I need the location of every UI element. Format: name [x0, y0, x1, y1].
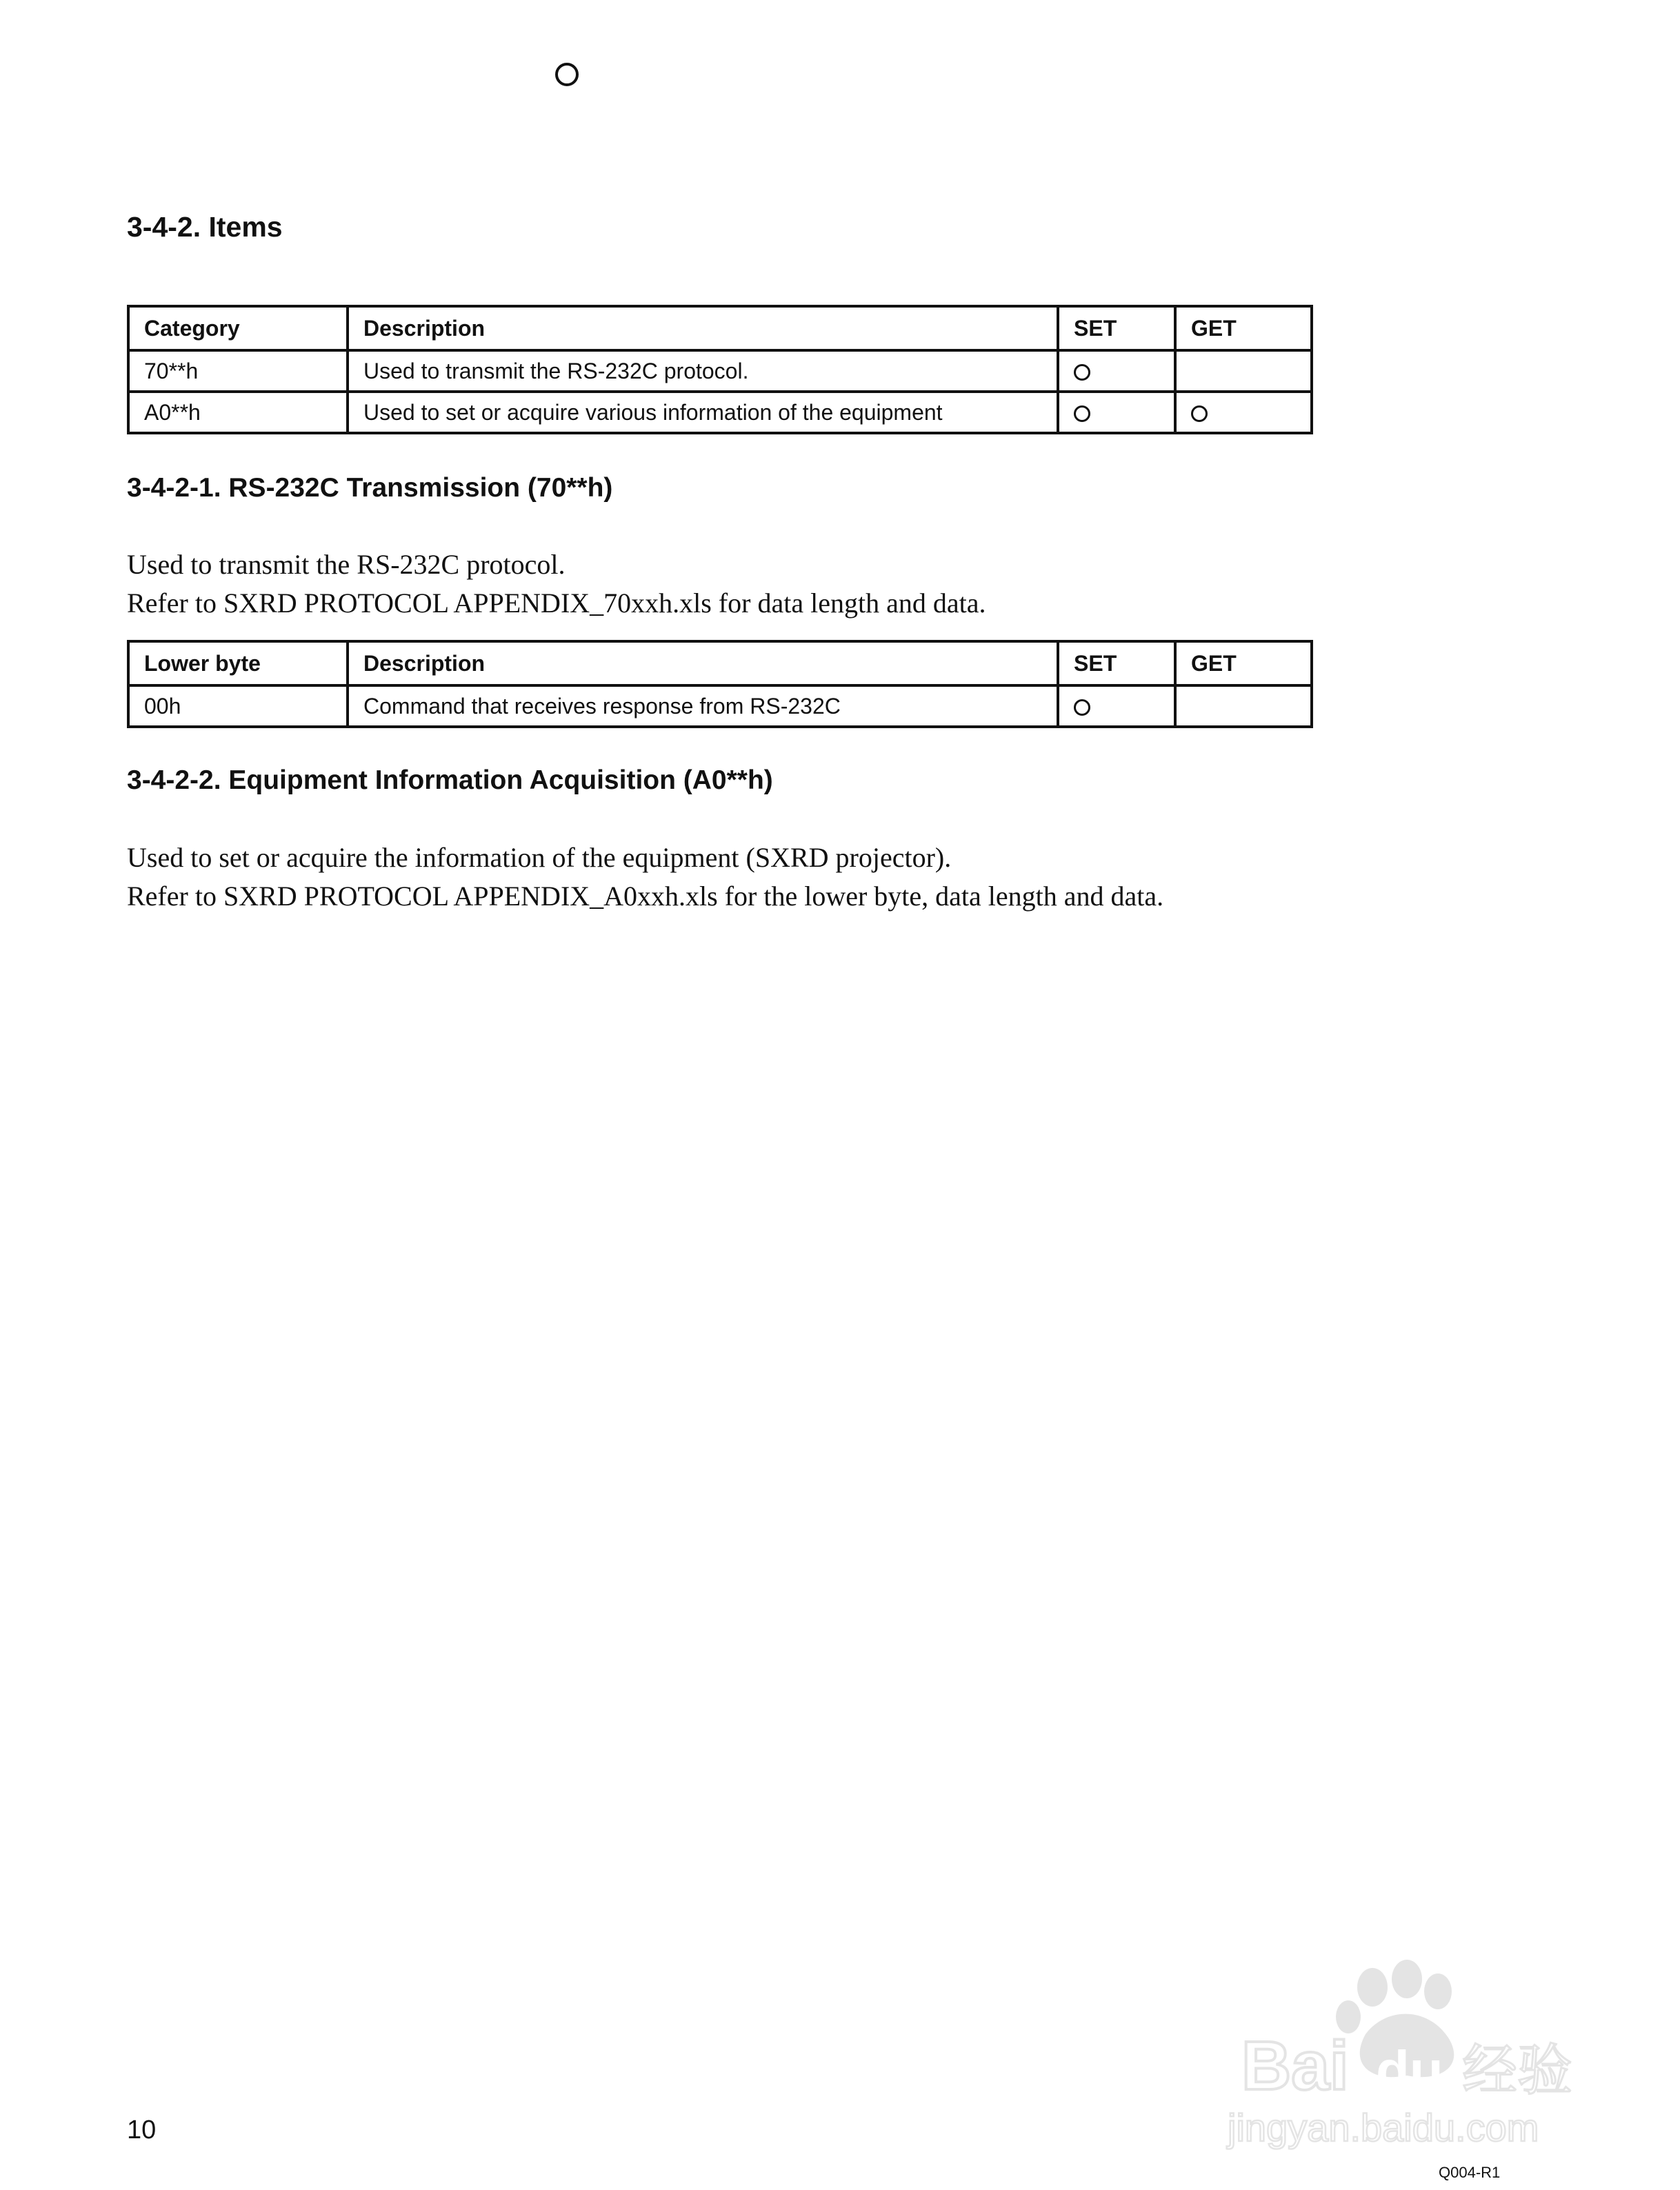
header-set: SET — [1058, 306, 1175, 350]
lower-byte-table — [127, 640, 1313, 728]
description-cell: Command that receives response from RS-232C — [348, 685, 1058, 727]
header-get: GET — [1175, 641, 1312, 685]
document-code: Q004-R1 — [1439, 2164, 1501, 2181]
watermark-url: jingyan.baidu.com — [1228, 2106, 1539, 2149]
header-get: GET — [1175, 306, 1312, 350]
circle-mark-icon — [1191, 405, 1208, 422]
category-cell: A0**h — [128, 392, 348, 433]
paragraph-a0h — [127, 838, 1163, 916]
baidu-watermark-logo — [1200, 1951, 1600, 2151]
description-cell: Used to set or acquire various information of the equipment — [348, 392, 1058, 433]
subsection-title-70h: 3-4-2-1. RS-232C Transmission (70**h) — [127, 473, 613, 503]
table-header-row — [128, 641, 1312, 685]
get-cell — [1175, 685, 1312, 727]
watermark-logo-du: du — [1376, 2040, 1443, 2101]
watermark-logo-cjk: 经验 — [1462, 2038, 1572, 2102]
circle-mark-icon — [1074, 405, 1090, 422]
header-set: SET — [1058, 641, 1175, 685]
table-row — [128, 392, 1312, 433]
table-row — [128, 350, 1312, 392]
table-row — [128, 685, 1312, 727]
get-cell — [1175, 392, 1312, 433]
table-header-row — [128, 306, 1312, 350]
paragraph-70h — [127, 545, 986, 623]
circle-mark-icon — [555, 63, 579, 86]
set-cell — [1058, 350, 1175, 392]
lower-byte-cell: 00h — [128, 685, 348, 727]
header-description: Description — [348, 641, 1058, 685]
subsection-title-a0h: 3-4-2-2. Equipment Information Acquisition (A0**h) — [127, 765, 773, 795]
header-category: Category — [128, 306, 348, 350]
paragraph-line: Used to set or acquire the information of the equipment (SXRD projector). — [127, 842, 952, 873]
circle-mark-icon — [1074, 699, 1090, 716]
header-description: Description — [348, 306, 1058, 350]
set-cell — [1058, 392, 1175, 433]
section-title: 3-4-2. Items — [127, 211, 283, 243]
category-cell: 70**h — [128, 350, 348, 392]
get-cell — [1175, 350, 1312, 392]
paragraph-line: Refer to SXRD PROTOCOL APPENDIX_A0xxh.xls for the lower byte, data length and data. — [127, 881, 1164, 912]
paragraph-line: Used to transmit the RS-232C protocol. — [127, 549, 566, 580]
paragraph-line: Refer to SXRD PROTOCOL APPENDIX_70xxh.xls for data length and data. — [127, 587, 986, 619]
watermark-logo-text: Bai — [1241, 2027, 1349, 2104]
page-number: 10 — [127, 2116, 157, 2144]
set-cell — [1058, 685, 1175, 727]
items-table — [127, 305, 1313, 434]
description-cell: Used to transmit the RS-232C protocol. — [348, 350, 1058, 392]
circle-mark-icon — [1074, 364, 1090, 381]
header-lower-byte: Lower byte — [128, 641, 348, 685]
